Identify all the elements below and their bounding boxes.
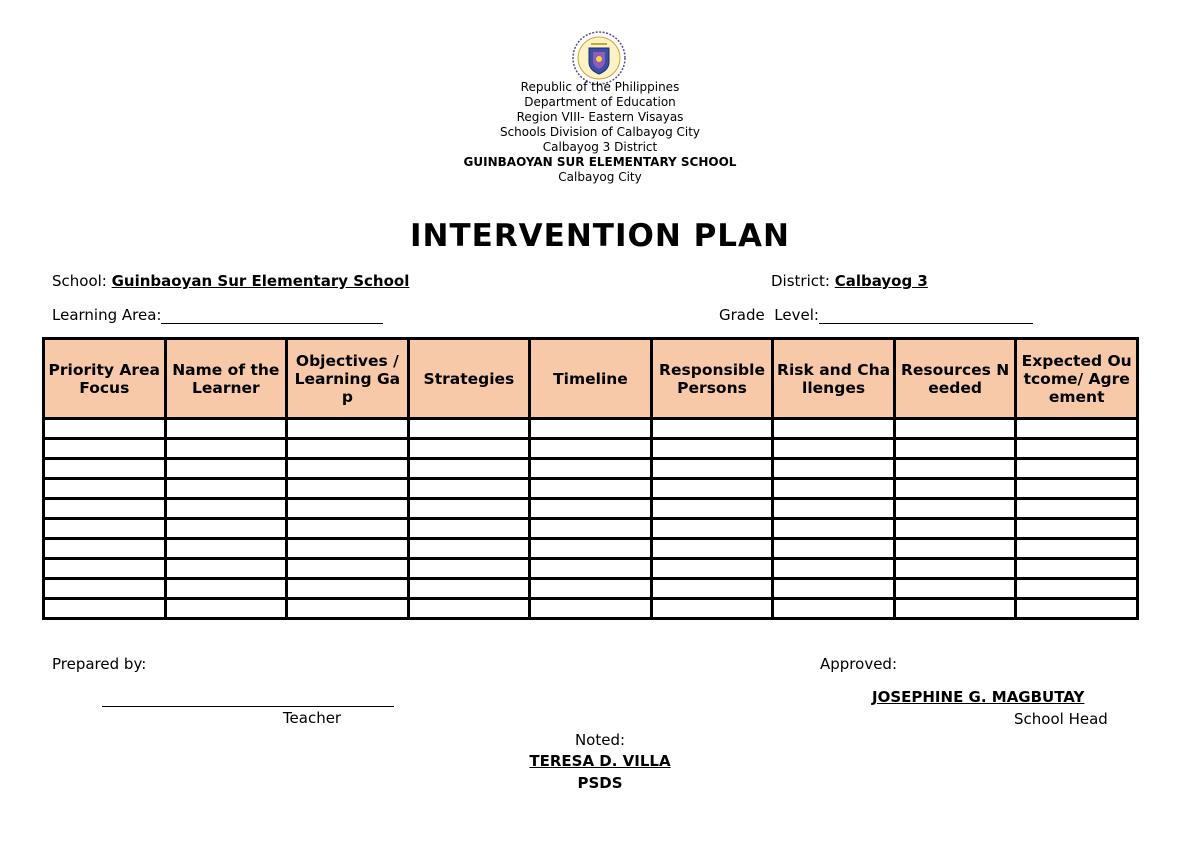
table-cell[interactable] [1016, 479, 1138, 499]
table-cell[interactable] [165, 519, 287, 539]
column-header: Expected Outcome/ Agreement [1016, 339, 1138, 419]
letterhead-line: Schools Division of Calbayog City [499, 125, 701, 139]
table-cell[interactable] [44, 419, 166, 439]
table-cell[interactable] [408, 479, 530, 499]
table-cell[interactable] [44, 539, 166, 559]
table-cell[interactable] [1016, 539, 1138, 559]
table-cell[interactable] [287, 459, 409, 479]
school-head-name: JOSEPHINE G. MAGBUTAY [872, 688, 1085, 706]
table-cell[interactable] [44, 599, 166, 619]
table-cell[interactable] [894, 419, 1016, 439]
table-row [44, 559, 1138, 579]
table-cell[interactable] [651, 519, 773, 539]
table-row [44, 579, 1138, 599]
letterhead-line: Department of Education [524, 95, 676, 109]
column-header: Responsible Persons [651, 339, 773, 419]
table-cell[interactable] [530, 479, 652, 499]
table-cell[interactable] [1016, 559, 1138, 579]
deped-seal-icon [571, 30, 627, 86]
table-cell[interactable] [651, 419, 773, 439]
table-cell[interactable] [651, 459, 773, 479]
table-cell[interactable] [408, 439, 530, 459]
table-row [44, 519, 1138, 539]
table-cell[interactable] [1016, 579, 1138, 599]
letterhead-line: Republic of the Philippines [520, 80, 680, 94]
letterhead-line: Region VIII- Eastern Visayas [516, 110, 684, 124]
table-row [44, 439, 1138, 459]
noted-label: Noted: [574, 731, 626, 749]
table-cell[interactable] [894, 459, 1016, 479]
table-cell[interactable] [894, 479, 1016, 499]
table-cell[interactable] [894, 439, 1016, 459]
page-title: INTERVENTION PLAN [410, 218, 790, 254]
table-cell[interactable] [408, 559, 530, 579]
table-header-row [44, 339, 1138, 419]
table-cell[interactable] [651, 499, 773, 519]
table-cell[interactable] [773, 539, 895, 559]
table-cell[interactable] [530, 519, 652, 539]
school-field [52, 272, 409, 290]
table-cell[interactable] [44, 499, 166, 519]
table-cell[interactable] [44, 479, 166, 499]
table-cell[interactable] [287, 439, 409, 459]
table-cell[interactable] [165, 419, 287, 439]
intervention-plan-table [42, 337, 1139, 620]
table-cell[interactable] [1016, 599, 1138, 619]
column-header: Name of the Learner [165, 339, 287, 419]
table-cell[interactable] [408, 539, 530, 559]
prepared-by-label: Prepared by: [52, 655, 147, 673]
table-cell[interactable] [408, 459, 530, 479]
table-cell[interactable] [894, 599, 1016, 619]
table-cell[interactable] [287, 499, 409, 519]
teacher-signature-line[interactable] [102, 706, 394, 707]
table-cell[interactable] [530, 579, 652, 599]
table-cell[interactable] [408, 499, 530, 519]
column-header: Priority Area Focus [44, 339, 166, 419]
table-cell[interactable] [530, 559, 652, 579]
table-cell[interactable] [1016, 499, 1138, 519]
table-cell[interactable] [408, 519, 530, 539]
letterhead-city: Calbayog City [558, 170, 642, 184]
table-cell[interactable] [530, 419, 652, 439]
letterhead-school-name: GUINBAOYAN SUR ELEMENTARY SCHOOL [463, 155, 737, 169]
table-cell[interactable] [1016, 419, 1138, 439]
table-cell[interactable] [1016, 439, 1138, 459]
table-row [44, 459, 1138, 479]
table-cell[interactable] [287, 519, 409, 539]
table-cell[interactable] [773, 599, 895, 619]
letterhead [0, 80, 1200, 185]
table-cell[interactable] [287, 579, 409, 599]
table-cell[interactable] [287, 479, 409, 499]
table-cell[interactable] [894, 539, 1016, 559]
table-cell[interactable] [44, 459, 166, 479]
table-cell[interactable] [651, 439, 773, 459]
column-header: Strategies [408, 339, 530, 419]
school-head-title: School Head [1014, 710, 1108, 728]
psds-title: PSDS [577, 774, 623, 792]
table-cell[interactable] [894, 559, 1016, 579]
table-cell[interactable] [165, 439, 287, 459]
grade-level-blank[interactable] [819, 309, 1033, 324]
table-cell[interactable] [165, 479, 287, 499]
table-cell[interactable] [165, 459, 287, 479]
table-cell[interactable] [773, 479, 895, 499]
table-cell[interactable] [1016, 519, 1138, 539]
table-cell[interactable] [894, 579, 1016, 599]
psds-name: TERESA D. VILLA [529, 752, 671, 770]
table-cell[interactable] [773, 519, 895, 539]
table-cell[interactable] [530, 499, 652, 519]
table-cell[interactable] [287, 419, 409, 439]
table-cell[interactable] [44, 579, 166, 599]
table-cell[interactable] [287, 539, 409, 559]
table-cell[interactable] [165, 599, 287, 619]
table-cell[interactable] [530, 599, 652, 619]
table-cell[interactable] [44, 559, 166, 579]
table-cell[interactable] [894, 519, 1016, 539]
table-body [44, 419, 1138, 619]
table-cell[interactable] [44, 519, 166, 539]
table-cell[interactable] [408, 579, 530, 599]
column-header: Objectives / Learning Gap [287, 339, 409, 419]
column-header: Resources Needed [894, 339, 1016, 419]
table-row [44, 479, 1138, 499]
table-cell[interactable] [44, 439, 166, 459]
school-value: Guinbaoyan Sur Elementary School [111, 272, 410, 290]
table-cell[interactable] [773, 419, 895, 439]
district-field [771, 272, 928, 290]
table-row [44, 419, 1138, 439]
table-cell[interactable] [894, 499, 1016, 519]
table-cell[interactable] [773, 459, 895, 479]
table-cell[interactable] [165, 499, 287, 519]
column-header: Risk and Challenges [773, 339, 895, 419]
table-cell[interactable] [530, 459, 652, 479]
table-row [44, 539, 1138, 559]
table-cell[interactable] [165, 579, 287, 599]
grade-level-label: Grade Level: [719, 306, 819, 324]
table-cell[interactable] [773, 439, 895, 459]
table-cell[interactable] [287, 599, 409, 619]
learning-area-field [52, 306, 383, 324]
table-cell[interactable] [530, 439, 652, 459]
table-cell[interactable] [408, 599, 530, 619]
school-label: School: [52, 272, 112, 290]
approved-label: Approved: [820, 655, 897, 673]
teacher-label: Teacher [282, 709, 342, 727]
district-value: Calbayog 3 [834, 272, 928, 290]
table-cell[interactable] [408, 419, 530, 439]
table-cell[interactable] [165, 539, 287, 559]
table-cell[interactable] [651, 479, 773, 499]
table-cell[interactable] [651, 599, 773, 619]
column-header: Timeline [530, 339, 652, 419]
table-cell[interactable] [651, 579, 773, 599]
table-cell[interactable] [773, 499, 895, 519]
table-cell[interactable] [773, 559, 895, 579]
table-cell[interactable] [530, 539, 652, 559]
table-row [44, 599, 1138, 619]
learning-area-blank[interactable] [161, 309, 383, 324]
table-cell[interactable] [287, 559, 409, 579]
grade-level-field [719, 306, 1033, 324]
district-label: District: [771, 272, 835, 290]
learning-area-label: Learning Area: [52, 306, 162, 324]
table-cell[interactable] [651, 539, 773, 559]
table-cell[interactable] [1016, 459, 1138, 479]
letterhead-line: Calbayog 3 District [542, 140, 658, 154]
table-cell[interactable] [773, 579, 895, 599]
table-cell[interactable] [651, 559, 773, 579]
table-cell[interactable] [165, 559, 287, 579]
table-row [44, 499, 1138, 519]
